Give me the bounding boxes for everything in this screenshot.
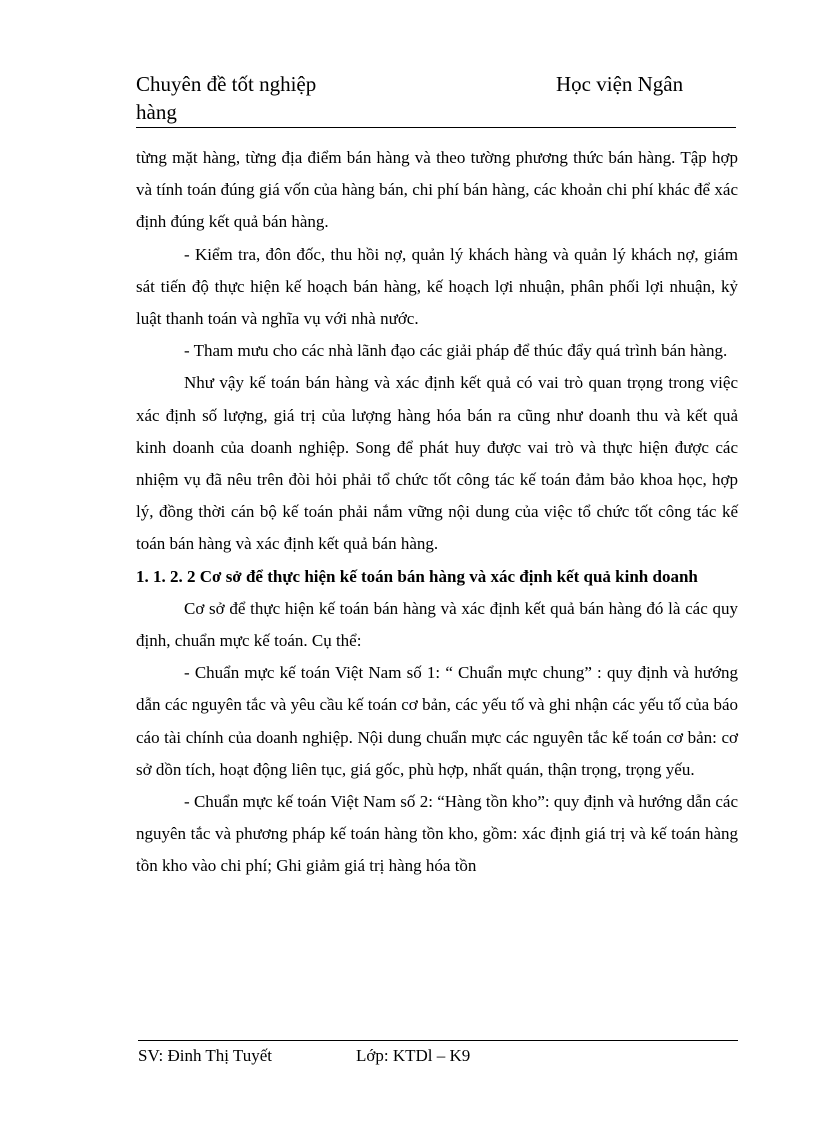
paragraph-3: - Tham mưu cho các nhà lãnh đạo các giải pháp để thúc đẩy quá trình bán hàng. bbox=[184, 341, 728, 361]
footer-divider bbox=[138, 1040, 738, 1041]
paragraph-7: - Chuẩn mực kế toán Việt Nam số 2: “Hàng tồn kho”: quy định và hướng dẫn các nguyên tắc và phương pháp kế toán hàng tồn kho, gồm: xác định giá trị và kế toán hàng tồn kho vào chi phí; Ghi giảm giá trị hàng hóa tồn bbox=[136, 792, 738, 876]
paragraph-1: từng mặt hàng, từng địa điểm bán hàng và theo tường phương thức bán hàng. Tập hợp và tính toán đúng giá vốn của hàng bán, chi phí bán hàng, các khoản chi phí khác để xác định đúng kết quả bán hàng. bbox=[136, 148, 738, 232]
section-heading: 1. 1. 2. 2 Cơ sở để thực hiện kế toán bán hàng và xác định kết quả kinh doanh bbox=[136, 566, 698, 586]
paragraph-4: Như vậy kế toán bán hàng và xác định kết quả có vai trò quan trọng trong việc xác định số lượng, giá trị của lượng hàng hóa bán ra cũng như doanh thu và kết quả kinh doanh của doanh nghiệp. Song để phát huy được vai trò và thực hiện được các nhiệm vụ đã nêu trên đòi hỏi phải tổ chức tốt công tác kế toán đảm bảo khoa học, hợp lý, đồng thời cán bộ kế toán phải nắm vững nội dung của việc tổ chức tốt công tác kế toán bán hàng và xác định kết quả bán hàng. bbox=[136, 373, 738, 554]
paragraph-2: - Kiểm tra, đôn đốc, thu hồi nợ, quản lý khách hàng và quản lý khách nợ, giám sát tiến độ thực hiện kế hoạch bán hàng, kế hoạch lợi nhuận, phân phối lợi nhuận, kỷ luật thanh toán và nghĩa vụ với nhà nước. bbox=[136, 244, 738, 329]
header-title-left: Chuyên đề tốt nghiệp bbox=[136, 72, 317, 96]
paragraph-6: - Chuẩn mực kế toán Việt Nam số 1: “ Chuẩn mực chung” : quy định và hướng dẫn các nguyên tắc và yêu cầu kế toán cơ bản, các yếu tố và ghi nhận các yếu tố của báo cáo tài chính của doanh nghiệp. Nội dung chuẩn mực các nguyên tắc kế toán cơ bản: cơ sở dồn tích, hoạt động liên tục, giá gốc, phù hợp, nhất quán, thận trọng, trọng yếu. bbox=[136, 663, 738, 779]
footer-student: SV: Đinh Thị Tuyết bbox=[138, 1046, 272, 1065]
footer-class: Lớp: KTDl – K9 bbox=[356, 1046, 471, 1065]
header-institution: Học viện Ngân bbox=[556, 72, 684, 96]
paragraph-5: Cơ sở để thực hiện kế toán bán hàng và xác định kết quả bán hàng đó là các quy định, chuẩn mực kế toán. Cụ thể: bbox=[136, 598, 738, 651]
document-body bbox=[136, 142, 738, 883]
header-institution-wrap: hàng bbox=[136, 100, 177, 124]
header-divider bbox=[136, 127, 736, 128]
